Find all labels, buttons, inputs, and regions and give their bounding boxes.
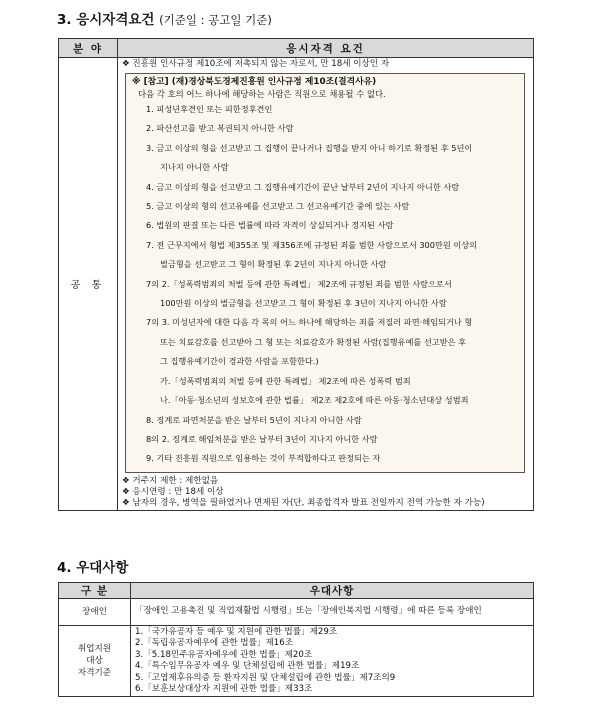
preference-law-item: 1.「국가유공자 등 예우 및 지원에 관한 법률」제29조	[135, 627, 338, 637]
qualification-table	[58, 38, 534, 511]
reference-box	[125, 73, 525, 473]
preference-law-item: 4.「특수임무유공자 예우 및 단체설립에 관한 법률」제19조	[135, 661, 360, 672]
col-header-field: 분 야	[59, 39, 118, 58]
disqualification-item: 9. 기타 진흥원 직원으로 임용하는 것이 부적합하다고 판정되는 자	[146, 453, 381, 464]
bullet-age-requirement: ❖ 진흥원 인사규정 제10조에 저촉되지 않는 자로서, 만 18세 이상인 자	[122, 59, 390, 69]
disqualification-item: 나.「아동·청소년의 성보호에 관한 법률」 제2조 제2호에 따른 아동·청소년대상 성범죄	[160, 395, 469, 406]
requirement-bullet: ❖ 응시연령 : 만 18세 이상	[122, 486, 224, 497]
requirements-cell	[118, 58, 534, 511]
disqualification-item: 그 집행유예기간이 경과한 사람을 포함한다.)	[160, 356, 319, 367]
preference-employment-support-list	[131, 626, 534, 697]
disqualification-item: 8의 2. 징계로 해임처분을 받은 날부터 3년이 지나지 아니한 사람	[146, 433, 378, 444]
disqualification-item: 가.「성폭력범죄의 처벌 등에 관한 특례법」 제2조에 따른 성폭력 범죄	[160, 375, 411, 386]
preference-category-employment-support	[59, 626, 131, 697]
preference-law-item: 3.「5.18민주유공자예우에 관한 법률」제20조	[135, 649, 313, 660]
preference-law-item: 2.「독립유공자예우에 관한 법률」제16조	[135, 638, 294, 649]
section3-subtitle: (기준일 : 공고일 기준)	[159, 13, 272, 27]
section3-title: 3. 응시자격요건	[57, 12, 155, 28]
col-header-preference: 우대사항	[131, 583, 534, 599]
additional-requirements	[118, 476, 533, 510]
col-header-category: 구 분	[59, 583, 131, 599]
disqualification-item: 벌금형을 선고받고 그 형이 확정된 후 2년이 지나지 아니한 사람	[160, 259, 387, 270]
disqualification-item: 7의 3. 미성년자에 대한 다음 각 목의 어느 하나에 해당하는 죄를 저질러 파면·해임되거나 형	[146, 317, 473, 328]
disqualification-item: 1. 피성년후견인 또는 피한정후견인	[146, 104, 273, 114]
reference-box-title: ※ [참고] (재)경상북도경제진흥원 인사규정 제10조(결격사유)	[132, 77, 377, 87]
section4-heading	[57, 556, 128, 576]
disqualification-item: 3. 금고 이상의 형을 선고받고 그 집행이 끝나거나 집행을 받지 아니 하기로 확정된 후 5년이	[146, 142, 473, 153]
disqualification-item: 2. 파산선고를 받고 복권되지 아니한 사람	[146, 123, 294, 134]
disqualification-item: 100만원 이상의 벌금형을 선고받고 그 형이 확정된 후 3년이 지나지 아니한 사람	[160, 298, 447, 309]
disqualification-item: 6. 법원의 판결 또는 다른 법률에 따라 자격이 상실되거나 정지된 사람	[146, 220, 394, 231]
disqualification-list	[126, 100, 524, 469]
category-common: 공 통	[59, 58, 118, 511]
category-line: 취업지원	[77, 644, 112, 655]
disqualification-item: 4. 금고 이상의 형을 선고받고 그 집행유예기간이 끝난 날부터 2년이 지나지 아니한 사람	[146, 181, 460, 192]
requirement-bullet: ❖ 남자의 경우, 병역을 필하였거나 면제된 자(단, 최종합격자 발표 전일까지 전역 가능한 자 가능)	[122, 497, 485, 508]
disqualification-item: 7. 전 근무지에서 형법 제355조 및 제356조에 규정된 죄를 범한 사람으로서 300만원 이상의	[146, 239, 478, 250]
category-line: 자격기준	[77, 668, 112, 679]
preference-category-disabled: 장애인	[59, 599, 131, 626]
requirement-bullet: ❖ 거주지 제한 : 제한없음	[122, 475, 219, 486]
preference-law-item: 5.「고엽제후유의증 등 환자지원 및 단체설립에 관한 법률」제7조의9	[135, 672, 396, 683]
col-header-requirements: 응시자격 요건	[118, 39, 534, 58]
category-line: 대상	[86, 656, 103, 667]
disqualification-item: 지나지 아니한 사람	[160, 162, 229, 173]
disqualification-item: 8. 징계로 파면처분을 받은 날부터 5년이 지나지 아니한 사람	[146, 414, 362, 425]
disqualification-item: 7의 2.「성폭력범죄의 처벌 등에 관한 특례법」 제2조에 규정된 죄를 범한 사람으로서	[146, 278, 452, 289]
reference-box-intro: 다음 각 호의 어느 하나에 해당하는 사람은 직원으로 채용될 수 없다.	[138, 89, 386, 99]
preference-disabled-detail: 「장애인 고용촉진 및 직업재활법 시행령」또는「장애인복지법 시행령」에 따른 등록 장애인	[131, 599, 534, 626]
section3-heading	[57, 8, 272, 28]
preference-table	[58, 582, 534, 697]
disqualification-item: 또는 치료감호를 선고받아 그 형 또는 치료감호가 확정된 사람(집행유예를 선고받은 후	[160, 336, 467, 347]
disqualification-item: 5. 금고 이상의 형의 선고유예를 선고받고 그 선고유예기간 중에 있는 사람	[146, 201, 410, 212]
section4-title: 4. 우대사항	[57, 560, 129, 576]
preference-law-item: 6.「보훈보상대상자 지원에 관한 법률」제33조	[135, 684, 313, 695]
